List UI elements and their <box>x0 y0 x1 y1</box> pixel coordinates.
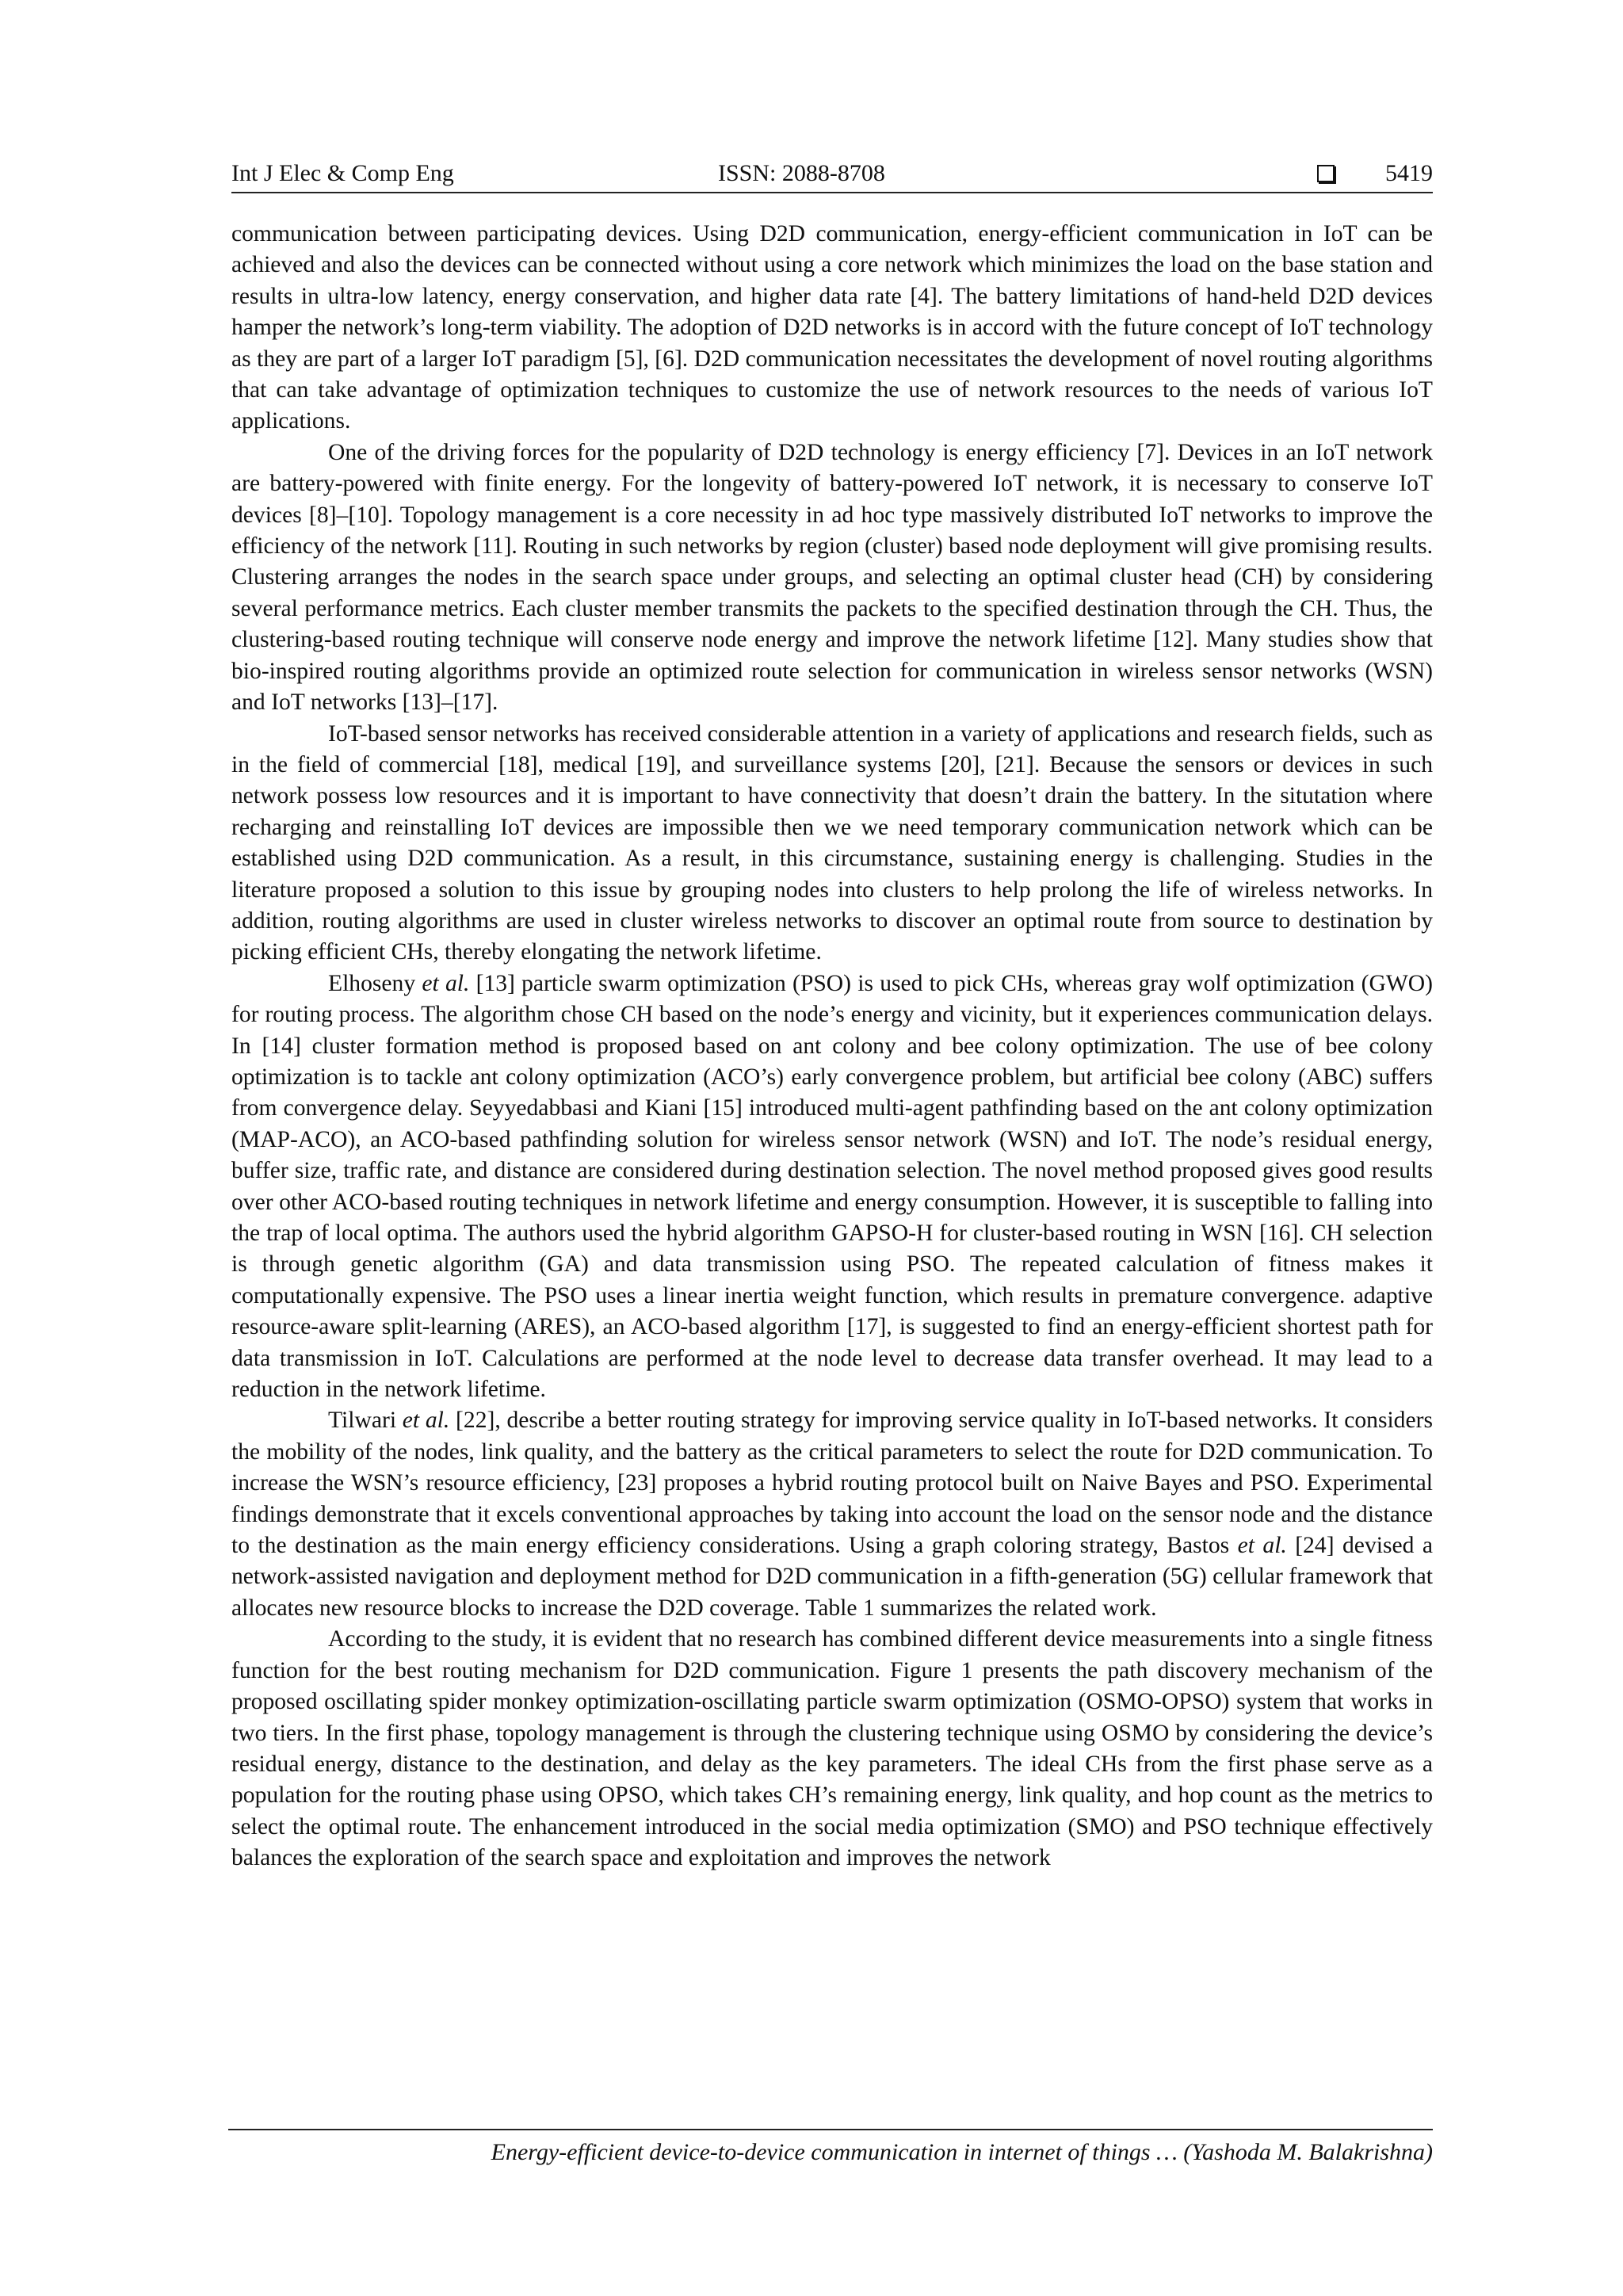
paragraph-text: One of the driving forces for the popularity of D2D technology is energy efficiency [7]. Devices in an IoT network are battery-powered with finite energy. For the longevity of battery-powered IoT network, it is necessary to conserve IoT devices [8]–[10]. Topology management is a core necessity in ad hoc type massively distributed IoT networks to improve the efficiency of the network [11]. Routing in such networks by region (cluster) based node deployment will give promising results. Clustering arranges the nodes in the search space under groups, and selecting an optimal cluster head (CH) by considering several performance metrics. Each cluster member transmits the packets to the specified destination through the CH. Thus, the clustering-based routing technique will conserve node energy and improve the network lifetime [12]. Many studies show that bio-inspired routing algorithms provide an optimized route selection for communication in wireless sensor networks (WSN) and IoT networks [13]–[17]. <box>231 439 1433 716</box>
paragraph-text: IoT-based sensor networks has received considerable attention in a variety of applications and research fields, such as in the field of commercial [18], medical [19], and surveillance systems [20], [21]. Because the sensors or devices in such network possess low resources and it is important to have connectivity that doesn’t drain the battery. In the situtation where recharging and reinstalling IoT devices are impossible then we we need temporary communication network which can be established using D2D communication. As a result, in this circumstance, sustaining energy is challenging. Studies in the literature proposed a solution to this issue by grouping nodes into clusters to help prolong the life of wireless networks. In addition, routing algorithms are used in cluster wireless networks to discover an optimal route from source to destination by picking efficient CHs, thereby elongating the network lifetime. <box>231 720 1433 965</box>
body-paragraph <box>231 1405 1433 1624</box>
page-header <box>231 155 1433 193</box>
paragraph-text: [13] particle swarm optimization (PSO) is used to pick CHs, whereas gray wolf optimization (GWO) for routing process. The algorithm chose CH based on the node’s energy and vicinity, but it experiences communication delays. In [14] cluster formation method is proposed based on ant colony and bee colony optimization. The use of bee colony optimization is to tackle ant colony optimization (ACO’s) early convergence problem, but artificial bee colony (ABC) suffers from convergence delay. Seyyedabbasi and Kiani [15] introduced multi-agent pathfinding based on the ant colony optimization (MAP-ACO), an ACO-based pathfinding solution for wireless sensor network (WSN) and IoT. The node’s residual energy, buffer size, traffic rate, and distance are considered during destination selection. The novel method proposed gives good results over other ACO-based routing techniques in network lifetime and energy consumption. However, it is susceptible to falling into the trap of local optima. The authors used the hybrid algorithm GAPSO-H for cluster-based routing in WSN [16]. CH selection is through genetic algorithm (GA) and data transmission using PSO. The repeated calculation of fitness makes it computationally expensive. The PSO uses a linear inertia weight function, which results in premature convergence. adaptive resource-aware split-learning (ARES), an ACO-based algorithm [17], is suggested to find an energy-efficient shortest path for data transmission in IoT. Calculations are performed at the node level to decrease data transfer overhead. It may lead to a reduction in the network lifetime. <box>231 970 1433 1403</box>
journal-name: Int J Elec & Comp Eng <box>231 160 454 186</box>
body-paragraph <box>231 1624 1433 1874</box>
italic-text: et al. <box>1237 1533 1287 1559</box>
square-bullet-icon <box>1317 165 1335 182</box>
page-footer <box>228 2129 1433 2168</box>
page-number: 5419 <box>1385 160 1433 186</box>
issn: ISSN: 2088-8708 <box>718 160 885 186</box>
body-paragraph <box>231 719 1433 968</box>
running-title: Energy-efficient device-to-device communication in internet of things … (Yashoda M. Balakrishna) <box>491 2139 1433 2165</box>
paragraph-text: [24] devised a network-assisted navigation and deployment method for D2D communication in a fifth-generation (5G) cellular framework that allocates new resource blocks to increase the D2D coverage. Table 1 summarizes the related work. <box>231 1533 1433 1621</box>
body-paragraph <box>231 968 1433 1406</box>
body-paragraph <box>231 219 1433 437</box>
paragraph-text: [22], describe a better routing strategy for improving service quality in IoT-based networks. It considers the mobility of the nodes, link quality, and the battery as the critical parameters to select the route for D2D communication. To increase the WSN’s resource efficiency, [23] proposes a hybrid routing protocol built on Naive Bayes and PSO. Experimental findings demonstrate that it excels conventional approaches by taking into account the load on the sensor node and the distance to the destination as the main energy efficiency considerations. Using a graph coloring strategy, Bastos <box>231 1408 1433 1559</box>
paragraph-text: Tilwari <box>328 1408 403 1434</box>
body-paragraph <box>231 437 1433 719</box>
italic-text: et al. <box>402 1408 450 1434</box>
body-text <box>231 219 1433 1874</box>
paragraph-text: communication between participating devices. Using D2D communication, energy-efficient communication in IoT can be achieved and also the devices can be connected without using a core network which minimizes the load on the base station and results in ultra-low latency, energy conservation, and higher data rate [4]. The battery limitations of hand-held D2D devices hamper the network’s long-term viability. The adoption of D2D networks is in accord with the future concept of IoT technology as they are part of a larger IoT paradigm [5], [6]. D2D communication necessitates the development of novel routing algorithms that can take advantage of optimization techniques to customize the use of network resources to the needs of various IoT applications. <box>231 221 1433 434</box>
paragraph-text: Elhoseny <box>328 970 422 996</box>
italic-text: et al. <box>422 970 470 996</box>
paragraph-text: According to the study, it is evident that no research has combined different device measurements into a single fitness function for the best routing mechanism for D2D communication. Figure 1 presents the path discovery mechanism of the proposed oscillating spider monkey optimization-oscillating particle swarm optimization (OSMO-OPSO) system that works in two tiers. In the first phase, topology management is through the clustering technique using OSMO by considering the device’s residual energy, distance to the destination, and delay as the key parameters. The ideal CHs from the first phase serve as a population for the routing phase using OPSO, which takes CH’s remaining energy, link quality, and hop count as the metrics to select the optimal route. The enhancement introduced in the social media optimization (SMO) and PSO technique effectively balances the exploration of the search space and exploitation and improves the network <box>231 1626 1433 1871</box>
